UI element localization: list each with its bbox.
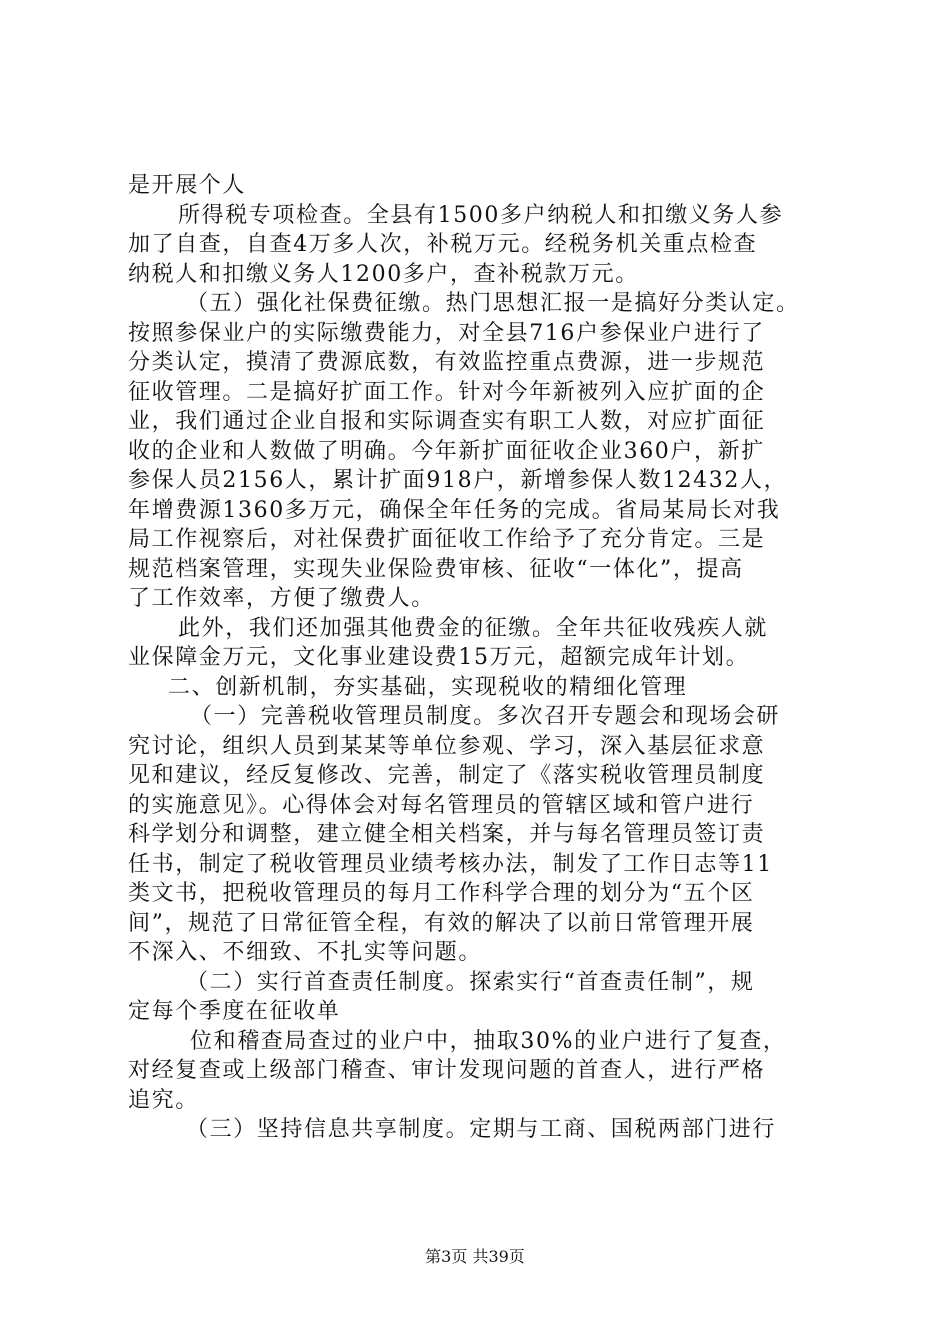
text-line: 业保障金万元，文化事业建设费15万元，超额完成年计划。 xyxy=(128,645,750,670)
text-line: 不深入、不细致、不扎实等问题。 xyxy=(128,940,483,965)
text-line: 任书，制定了税收管理员业绩考核办法，制发了工作日志等11 xyxy=(128,851,773,877)
text-line: 规范档案管理，实现失业保险费审核、征收“一体化”，提高 xyxy=(128,556,744,582)
text-line: （一）完善税收管理员制度。多次召开专题会和现场会研 xyxy=(190,704,781,729)
text-line: （二）实行首查责任制度。探索实行“首查责任制”，规 xyxy=(186,969,755,995)
text-line: 对经复查或上级部门稽查、审计发现问题的首查人，进行严格 xyxy=(128,1058,766,1083)
text-line: 征收管理。二是搞好扩面工作。针对今年新被列入应扩面的企 xyxy=(128,379,766,405)
text-line: 纳税人和扣缴义务人1200多户，查补税款万元。 xyxy=(128,261,639,287)
text-line: （五）强化社保费征缴。热门思想汇报一是搞好分类认定。 xyxy=(186,291,800,316)
text-line: 定每个季度在征收单 xyxy=(128,999,341,1024)
text-line: 类文书，把税收管理员的每月工作科学合理的划分为“五个区 xyxy=(128,881,755,906)
text-line: 参保人员2156人，累计扩面918户，新增参保人数12432人， xyxy=(128,468,788,493)
body-text xyxy=(128,171,848,1145)
text-line: 是开展个人 xyxy=(128,173,247,198)
text-line: 科学划分和调整，建立健全相关档案，并与每名管理员签订责 xyxy=(128,822,766,847)
text-line: 局工作视察后，对社保费扩面征收工作给予了充分肯定。三是 xyxy=(128,527,766,552)
text-line: （三）坚持信息共享制度。定期与工商、国税两部门进行 xyxy=(186,1117,777,1142)
text-line: 追究。 xyxy=(128,1087,199,1113)
text-line: 分类认定，摸清了费源底数，有效监控重点费源，进一步规范 xyxy=(128,350,766,375)
page-footer: 第3页 共39页 xyxy=(425,1247,525,1266)
text-line: 所得税专项检查。全县有1500多户纳税人和扣缴义务人参 xyxy=(178,202,784,228)
text-line: 此外，我们还加强其他费金的征缴。全年共征收残疾人就 xyxy=(178,615,769,641)
text-line: 年增费源1360多万元，确保全年任务的完成。省局某局长对我 xyxy=(128,497,781,523)
text-line: 加了自查，自查4万多人次，补税万元。经税务机关重点检查 xyxy=(128,232,758,257)
text-line: 的实施意见》。心得体会对每名管理员的管辖区域和管户进行 xyxy=(128,792,755,818)
text-line: 按照参保业户的实际缴费能力，对全县716户参保业户进行了 xyxy=(128,320,765,346)
text-line: 了工作效率，方便了缴费人。 xyxy=(128,586,435,611)
text-line: 见和建议，经反复修改、完善，制定了《落实税收管理员制度 xyxy=(128,763,766,788)
text-line: 收的企业和人数做了明确。今年新扩面征收企业360户，新扩 xyxy=(128,438,765,464)
text-line: 间”，规范了日常征管全程，有效的解决了以前日常管理开展 xyxy=(128,910,755,936)
section-heading: 二、创新机制，夯实基础，实现税收的精细化管理 xyxy=(168,674,688,700)
text-line: 位和稽查局查过的业户中，抽取30%的业户进行了复查， xyxy=(190,1028,787,1054)
text-line: 究讨论，组织人员到某某等单位参观、学习，深入基层征求意 xyxy=(128,733,766,759)
text-line: 业，我们通过企业自报和实际调查实有职工人数，对应扩面征 xyxy=(128,409,766,434)
